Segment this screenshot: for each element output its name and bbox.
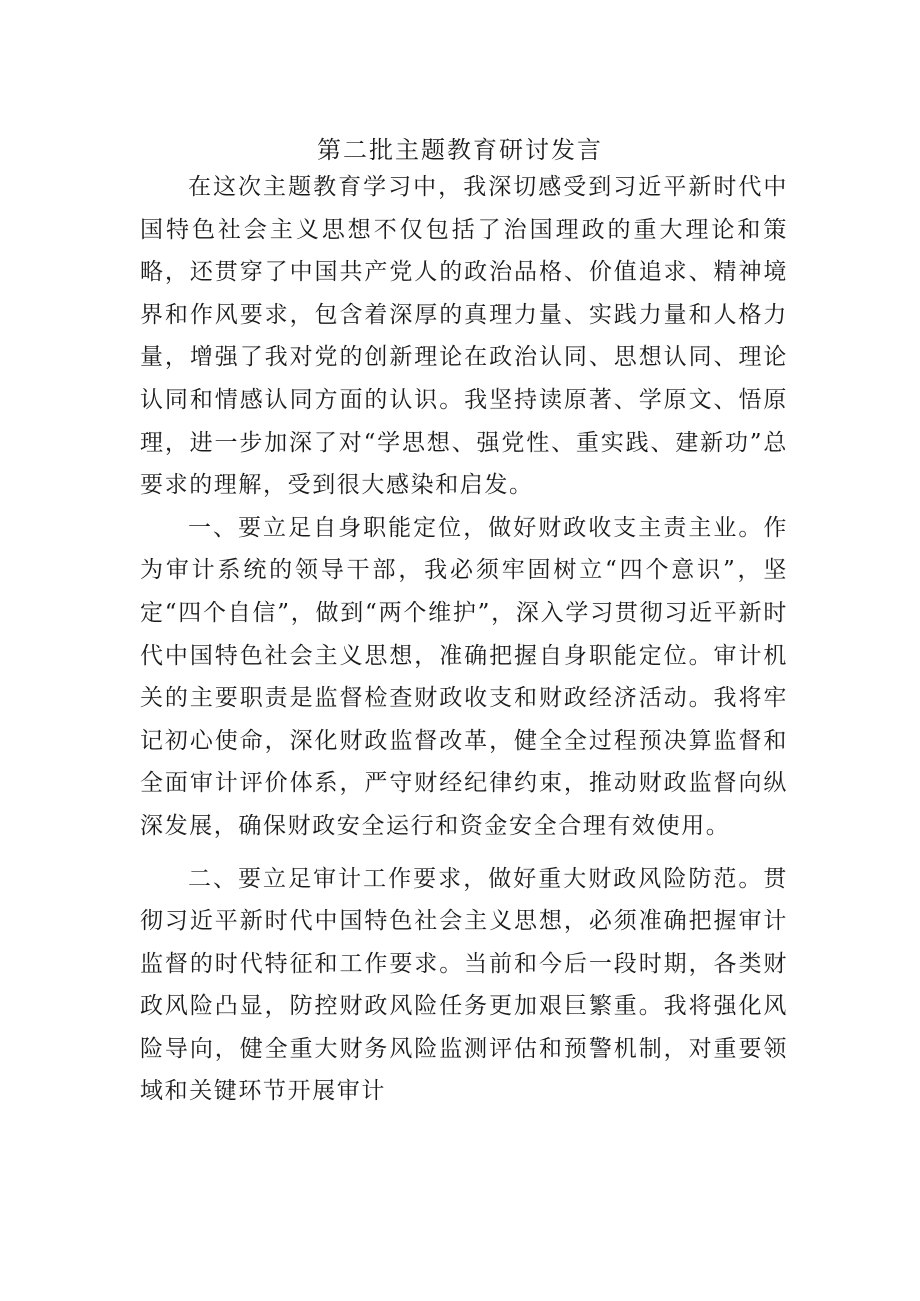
paragraph-point-one: 一、要立足自身职能定位，做好财政收支主责主业。作为审计系统的领导干部，我必须牢固树立“四个意识”，坚定“四个自信”，做到“两个维护”，深入学习贯彻习近平新时代中国特色社会主义思想，准确把握自身职能定位。审计机关的主要职责是监督检查财政收支和财政经济活动。我将牢记初心使命，深化财政监督改革，健全全过程预决算监督和全面审计评价体系，严守财经纪律约束，推动财政监督向纵深发展，确保财政安全运行和资金安全合理有效使用。 (140, 514, 788, 839)
document-title: 第二批主题教育研讨发言 (317, 136, 603, 164)
paragraph-point-two: 二、要立足审计工作要求，做好重大财政风险防范。贯彻习近平新时代中国特色社会主义思想，必须准确把握审计监督的时代特征和工作要求。当前和今后一段时期，各类财政风险凸显，防控财政风险任务更加艰巨繁重。我将强化风险导向，健全重大财务风险监测评估和预警机制，对重要领域和关键环节开展审计 (140, 865, 788, 1105)
paragraph-intro: 在这次主题教育学习中，我深切感受到习近平新时代中国特色社会主义思想不仅包括了治国理政的重大理论和策略，还贯穿了中国共产党人的政治品格、价值追求、精神境界和作风要求，包含着深厚的真理力量、实践力量和人格力量，增强了我对党的创新理论在政治认同、思想认同、理论认同和情感认同方面的认识。我坚持读原著、学原文、悟原理，进一步加深了对“学思想、强党性、重实践、建新功”总要求的理解，受到很大感染和启发。 (140, 174, 788, 499)
document-body (140, 166, 788, 1113)
